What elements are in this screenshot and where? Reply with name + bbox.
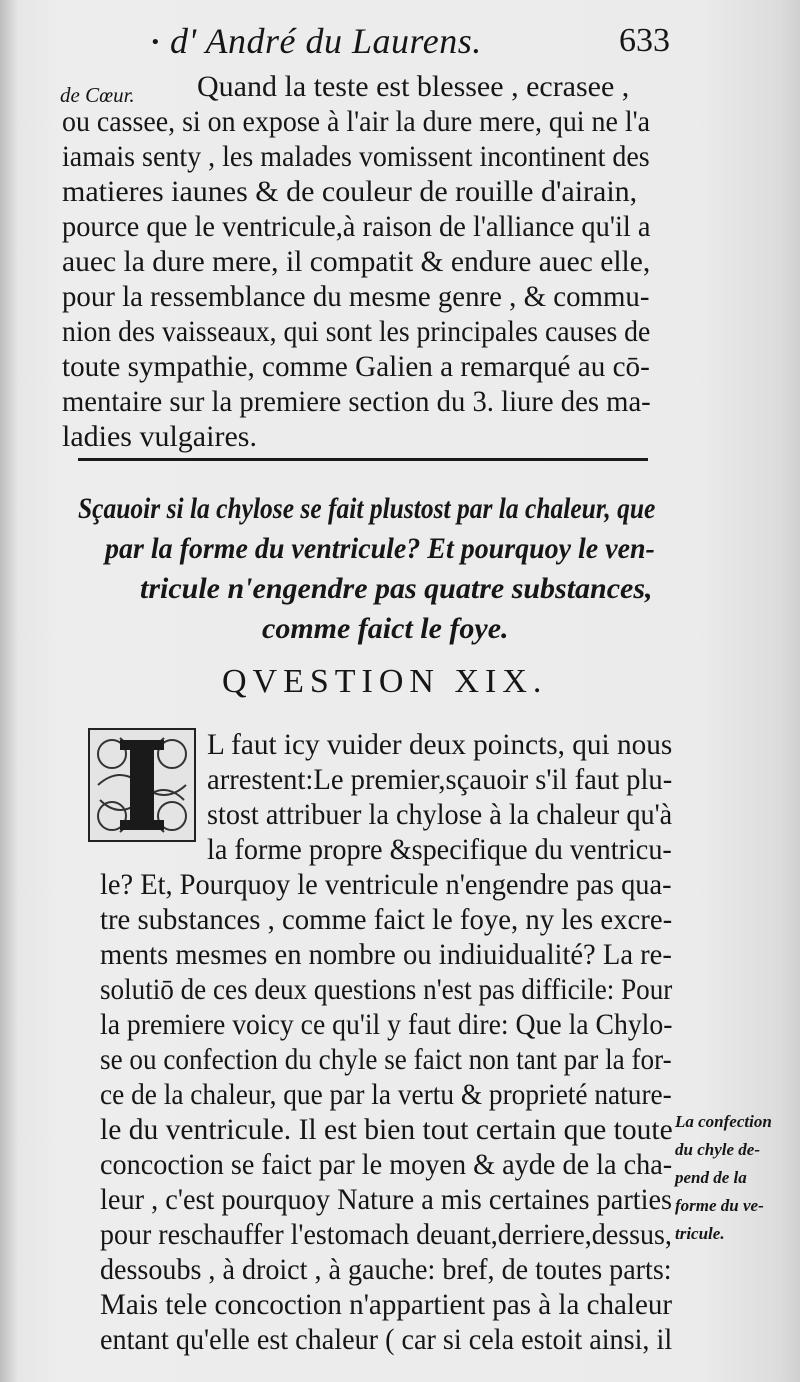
text-line: Quand la teste est blessee , ecrasee , — [197, 70, 630, 103]
title-line: comme faict le foye. — [262, 612, 509, 645]
text-line: tre substances , comme faict le foye, ny les excre- — [100, 903, 673, 936]
text-line: dessoubs , à droict , à gauche: bref, de toutes parts: — [100, 1253, 672, 1286]
title-line: par la forme du ventricule? Et pourquoy le ven- — [105, 532, 655, 565]
text-line: solutiō de ces deux questions n'est pas difficile: Pour — [100, 973, 673, 1006]
text-line: ou cassee, si on expose à l'air la dure mere, qui ne l'a — [62, 105, 650, 138]
text-line: iamais senty , les malades vomissent incontinent des — [62, 140, 650, 173]
text-line: leur , c'est pourquoy Nature a mis certaines parties — [100, 1183, 673, 1216]
text-line: le? Et, Pourquoy le ventricule n'engendre pas qua- — [100, 868, 672, 901]
text-line: L faut icy vuider deux poincts, qui nous — [207, 728, 673, 761]
ornamental-initial — [88, 728, 196, 842]
text-line: ce de la chaleur, que par la vertu & proprieté nature- — [100, 1078, 672, 1111]
text-line: entant qu'elle est chaleur ( car si cela estoit ainsi, il — [100, 1323, 673, 1356]
title-line: tricule n'engendre pas quatre substances, — [140, 572, 653, 605]
text-line: concoction se faict par le moyen & ayde de la cha- — [100, 1148, 673, 1181]
question-heading: QVESTION XIX. — [222, 663, 548, 700]
text-line: la forme propre &specifique du ventricu- — [207, 833, 672, 866]
text-line: ments mesmes en nombre ou indiuidualité? La re- — [100, 938, 672, 971]
side-word: de Cœur. — [60, 83, 135, 107]
header-bullet: • — [150, 32, 161, 53]
running-title: d' André du Laurens. — [170, 21, 482, 61]
text-line: Mais tele concoction n'appartient pas à la chaleur — [100, 1288, 673, 1321]
title-line: Sçauoir si la chylose se fait plustost par la chaleur, que — [78, 492, 656, 525]
margin-note-line: forme du ve- — [675, 1196, 764, 1215]
page-header — [150, 18, 670, 68]
margin-note-line: pend de la — [675, 1168, 747, 1187]
text-line: le du ventricule. Il est bien tout certain que toute — [100, 1113, 673, 1146]
text-line: auec la dure mere, il compatit & endure auec elle, — [62, 245, 651, 278]
page-number: 633 — [619, 22, 670, 59]
margin-note-line: du chyle de- — [675, 1140, 760, 1159]
text-line: pour reschauffer l'estomach deuant,derriere,dessus, — [100, 1218, 672, 1251]
text-line: ladies vulgaires. — [62, 420, 257, 453]
text-line: stost attribuer la chylose à la chaleur qu'à — [207, 798, 673, 831]
text-line: matieres iaunes & de couleur de rouille d'airain, — [62, 175, 638, 208]
text-line: mentaire sur la premiere section du 3. liure des ma- — [62, 385, 651, 418]
section-rule — [78, 458, 648, 461]
text-line: arrestent:Le premier,sçauoir s'il faut plu- — [207, 763, 673, 796]
ornament-icon — [90, 730, 194, 840]
text-line: nion des vaisseaux, qui sont les principales causes de — [62, 315, 651, 348]
text-line: pource que le ventricule,à raison de l'alliance qu'il a — [62, 210, 651, 243]
text-line: toute sympathie, comme Galien a remarqué au cō- — [62, 350, 650, 383]
text-line: se ou confection du chyle se faict non tant par la for- — [100, 1043, 672, 1076]
text-line: la premiere voicy ce qu'il y faut dire: Que la Chylo- — [100, 1008, 673, 1041]
margin-note-line: La confection — [675, 1112, 772, 1131]
text-line: pour la ressemblance du mesme genre , & commu- — [62, 280, 650, 313]
margin-note-line: tricule. — [675, 1224, 725, 1243]
